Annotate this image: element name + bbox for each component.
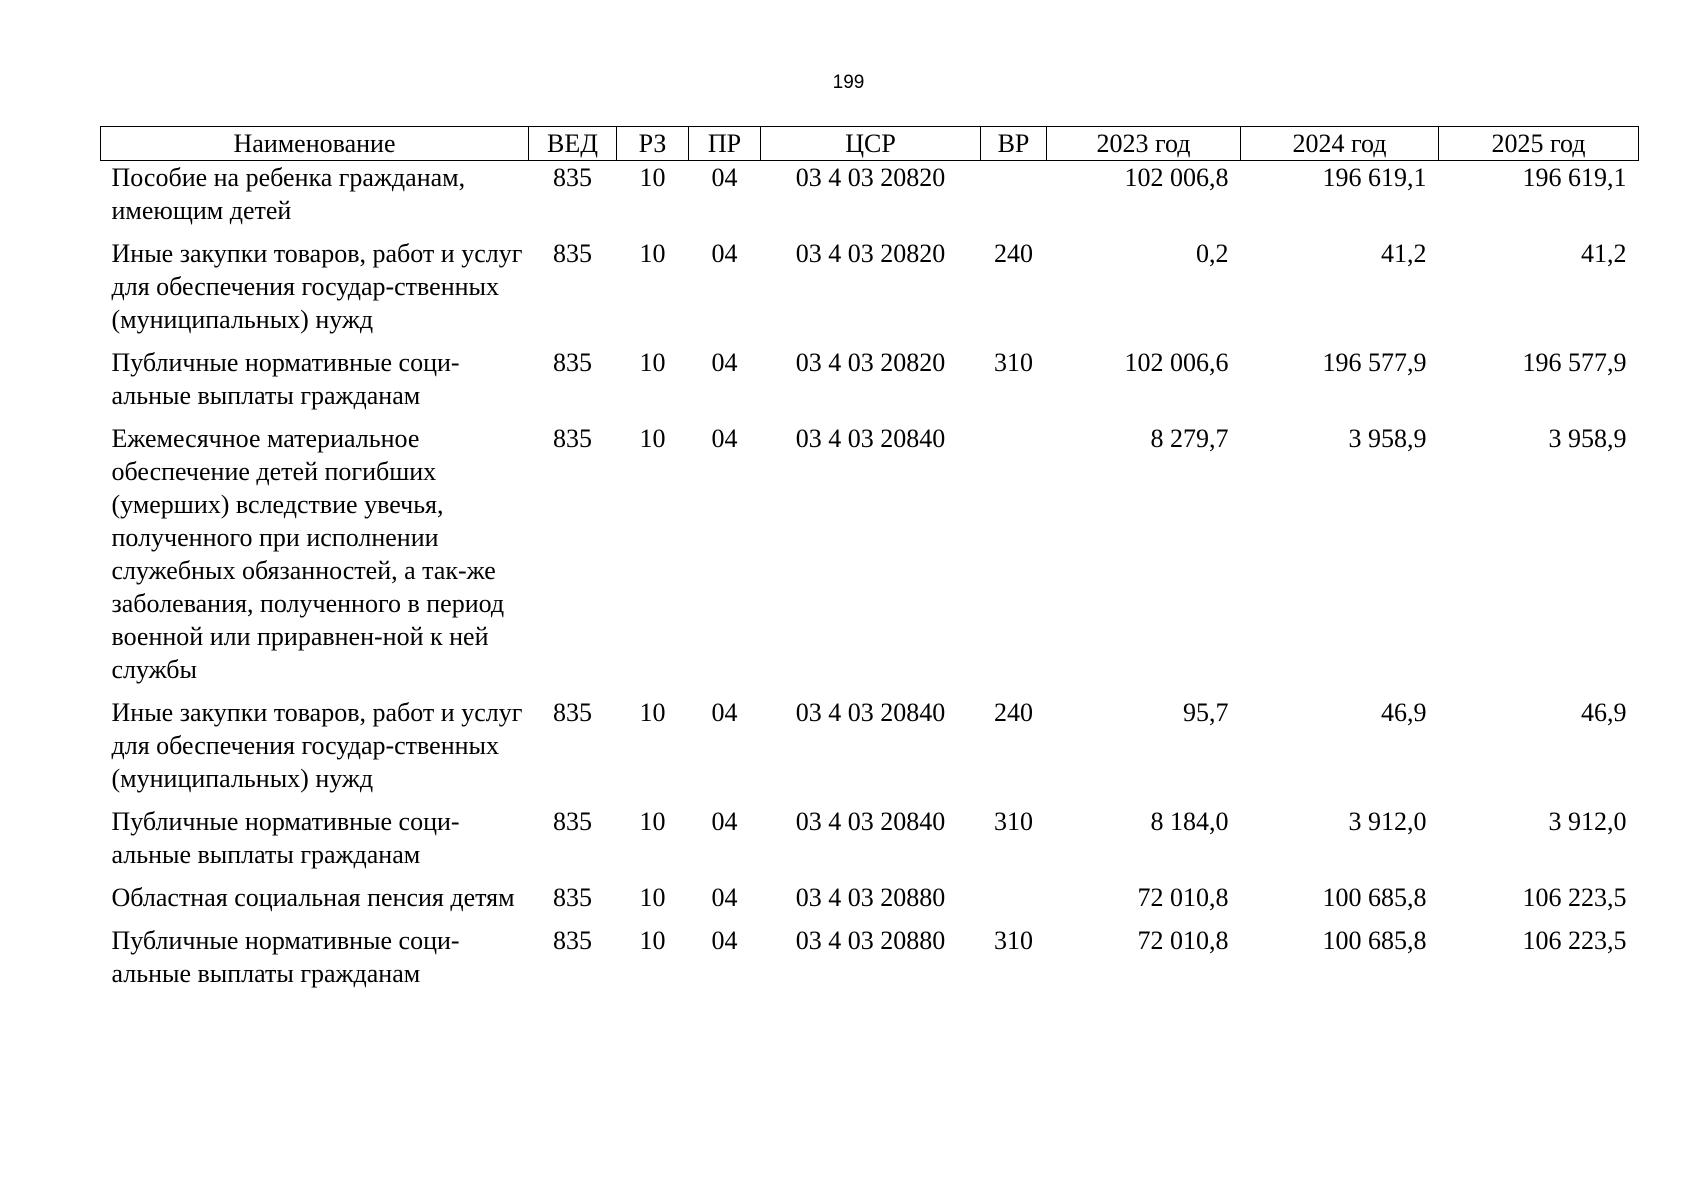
cell-pr: 04 [711, 348, 738, 377]
header-year-2025: 2025 год [1439, 127, 1639, 161]
table-row [101, 161, 1639, 238]
cell-2023: 8 279,7 [1150, 424, 1229, 453]
cell-csr: 03 4 03 20880 [795, 883, 946, 912]
header-pr: ПР [689, 127, 761, 161]
cell-2025: 3 912,0 [1548, 807, 1627, 836]
cell-2023: 102 006,6 [1124, 348, 1229, 377]
cell-vr: 240 [994, 239, 1033, 268]
header-year-2023: 2023 год [1047, 127, 1241, 161]
cell-vr: 240 [994, 698, 1033, 727]
cell-2025: 196 619,1 [1522, 163, 1627, 192]
cell-vr [981, 881, 1047, 924]
cell-2024: 100 685,8 [1322, 883, 1427, 912]
cell-ved: 835 [553, 424, 592, 453]
table-row [101, 696, 1639, 805]
cell-2024: 41,2 [1381, 239, 1427, 268]
table-body [101, 161, 1639, 1001]
cell-vr [981, 161, 1047, 238]
cell-csr: 03 4 03 20840 [795, 807, 946, 836]
cell-ved: 835 [553, 926, 592, 955]
cell-ved: 835 [553, 807, 592, 836]
cell-ved: 835 [553, 883, 592, 912]
cell-2023: 102 006,8 [1124, 163, 1229, 192]
table-row [101, 422, 1639, 696]
table-row [101, 237, 1639, 346]
cell-name: Публичные нормативные соци-альные выплаты гражданам [111, 926, 460, 988]
cell-2023: 72 010,8 [1137, 926, 1229, 955]
header-rz: РЗ [617, 127, 689, 161]
cell-csr: 03 4 03 20880 [795, 926, 946, 955]
cell-csr: 03 4 03 20840 [795, 424, 946, 453]
table-row [101, 805, 1639, 881]
cell-name: Пособие на ребенка гражданам, имеющим детей [111, 163, 466, 225]
cell-2025: 46,9 [1581, 698, 1627, 727]
cell-2025: 41,2 [1581, 239, 1627, 268]
cell-2023: 0,2 [1196, 239, 1229, 268]
cell-pr: 04 [711, 926, 738, 955]
header-year-2024: 2024 год [1241, 127, 1439, 161]
header-name: Наименование [101, 127, 529, 161]
table-header [101, 127, 1639, 161]
cell-2024: 196 577,9 [1322, 348, 1427, 377]
cell-rz: 10 [639, 807, 666, 836]
cell-name: Публичные нормативные соци-альные выплаты гражданам [111, 348, 460, 410]
cell-name: Иные закупки товаров, работ и услуг для обеспечения государ-ственных (муниципальных) нужд [111, 698, 523, 793]
budget-table-container [100, 126, 1638, 1000]
cell-rz: 10 [639, 424, 666, 453]
cell-rz: 10 [639, 883, 666, 912]
cell-2023: 95,7 [1183, 698, 1229, 727]
cell-vr [981, 422, 1047, 696]
cell-2024: 100 685,8 [1322, 926, 1427, 955]
cell-2025: 3 958,9 [1548, 424, 1627, 453]
cell-vr: 310 [994, 348, 1033, 377]
cell-2025: 106 223,5 [1522, 883, 1627, 912]
cell-2024: 46,9 [1381, 698, 1427, 727]
cell-rz: 10 [639, 163, 666, 192]
header-ved: ВЕД [529, 127, 617, 161]
cell-rz: 10 [639, 926, 666, 955]
cell-2025: 106 223,5 [1522, 926, 1627, 955]
cell-ved: 835 [553, 239, 592, 268]
cell-csr: 03 4 03 20820 [795, 163, 946, 192]
cell-ved: 835 [553, 163, 592, 192]
cell-2024: 196 619,1 [1322, 163, 1427, 192]
cell-csr: 03 4 03 20820 [795, 348, 946, 377]
cell-rz: 10 [639, 239, 666, 268]
cell-2024: 3 912,0 [1348, 807, 1427, 836]
cell-pr: 04 [711, 698, 738, 727]
table-row [101, 924, 1639, 1000]
header-row [101, 127, 1639, 161]
header-csr: ЦСР [761, 127, 981, 161]
cell-ved: 835 [553, 348, 592, 377]
table-row [101, 346, 1639, 422]
table-row [101, 881, 1639, 924]
cell-2023: 8 184,0 [1150, 807, 1229, 836]
cell-name: Публичные нормативные соци-альные выплаты гражданам [111, 807, 460, 869]
cell-pr: 04 [711, 807, 738, 836]
cell-2025: 196 577,9 [1522, 348, 1627, 377]
cell-ved: 835 [553, 698, 592, 727]
cell-name: Иные закупки товаров, работ и услуг для обеспечения государ-ственных (муниципальных) нужд [111, 239, 523, 334]
cell-2024: 3 958,9 [1348, 424, 1427, 453]
cell-rz: 10 [639, 348, 666, 377]
cell-pr: 04 [711, 239, 738, 268]
cell-pr: 04 [711, 163, 738, 192]
cell-vr: 310 [994, 807, 1033, 836]
cell-csr: 03 4 03 20820 [795, 239, 946, 268]
cell-vr: 310 [994, 926, 1033, 955]
cell-pr: 04 [711, 883, 738, 912]
cell-name: Ежемесячное материальное обеспечение детей погибших (умерших) вследствие увечья, полученного при исполнении служебных обязанностей, а так-же заболевания, полученного в период военной или приравнен-ной к ней службы [111, 424, 505, 684]
page-number: 199 [832, 72, 865, 93]
cell-2023: 72 010,8 [1137, 883, 1229, 912]
cell-csr: 03 4 03 20840 [795, 698, 946, 727]
cell-name: Областная социальная пенсия детям [111, 883, 515, 912]
cell-pr: 04 [711, 424, 738, 453]
cell-rz: 10 [639, 698, 666, 727]
budget-table [100, 126, 1639, 1000]
header-vr: ВР [981, 127, 1047, 161]
